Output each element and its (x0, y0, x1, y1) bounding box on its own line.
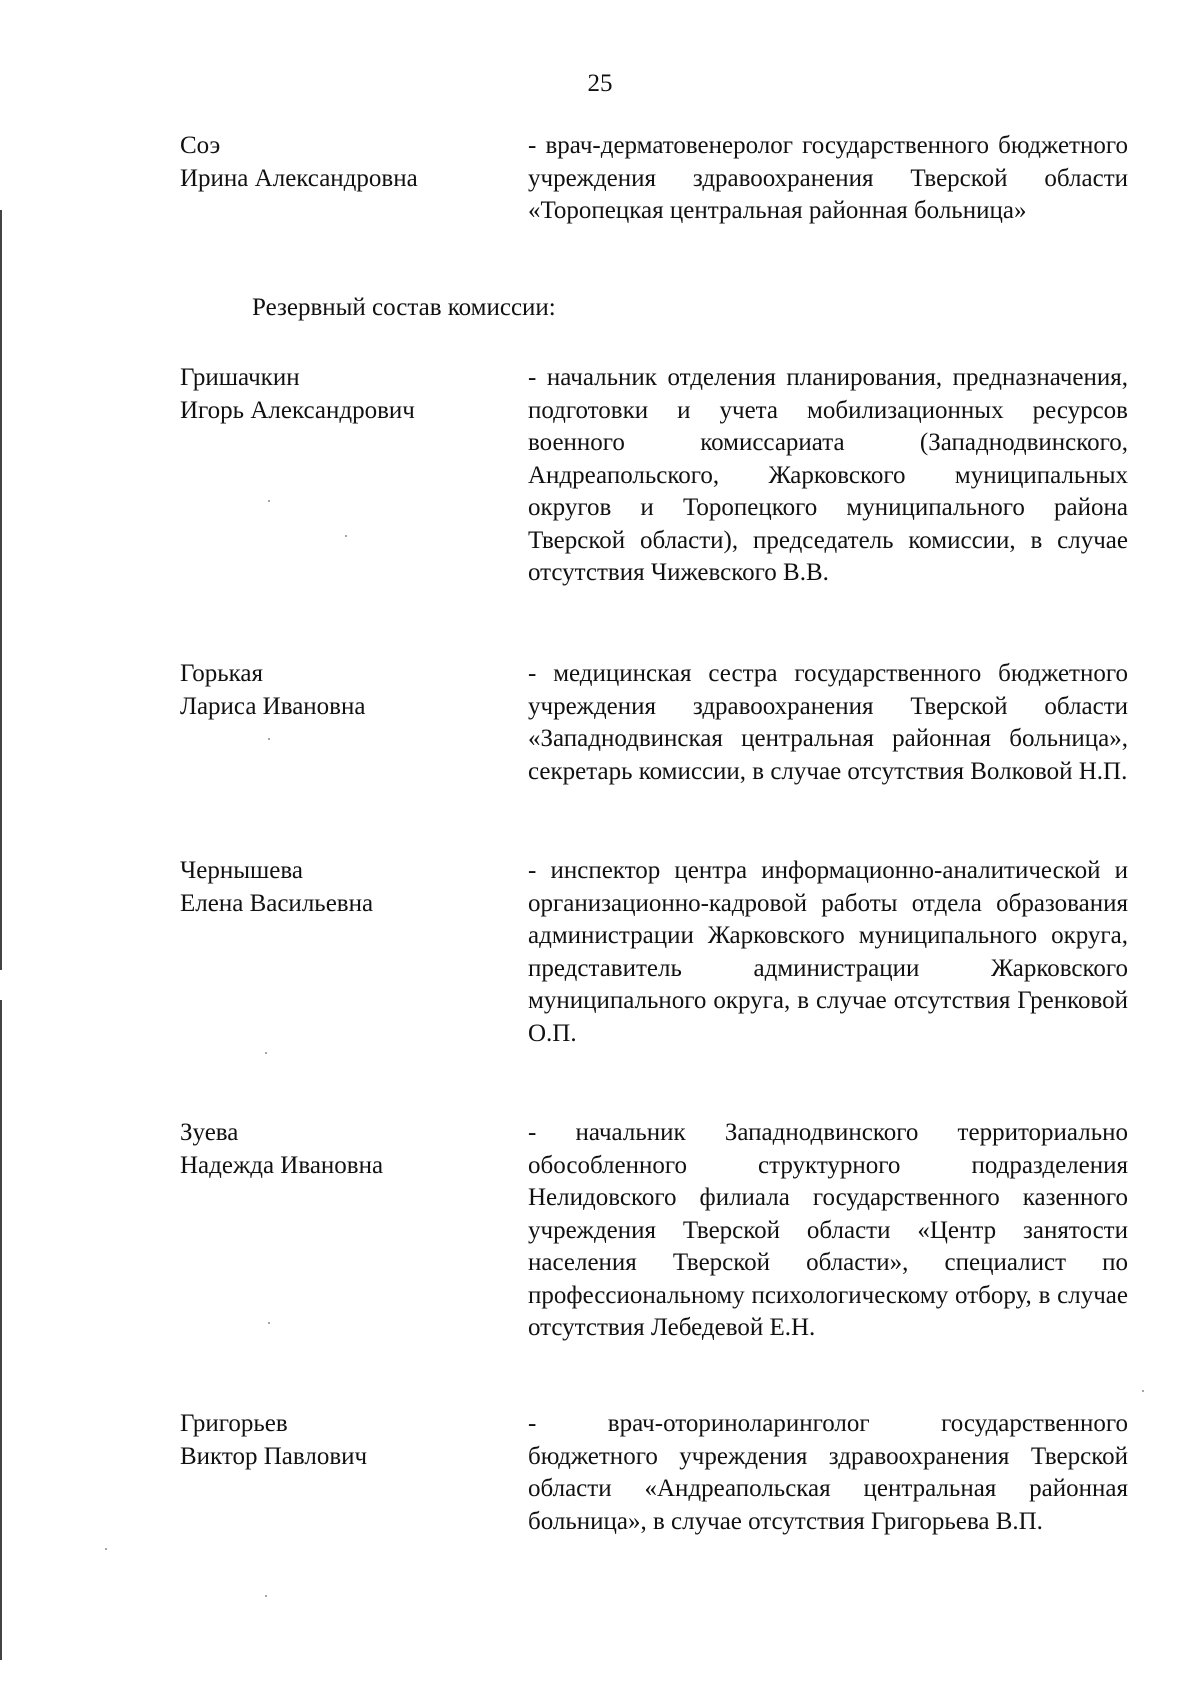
member-given-names: Ирина Александровна (180, 164, 418, 192)
member-surname: Чернышева (180, 857, 303, 884)
scan-edge-lower (0, 1000, 2, 1660)
member-role: - медицинская сестра государственного бюджетного учреждения здравоохранения Тверской области «Западнодвинская центральная районная больница», секретарь комиссии, в случае отсутствия Волковой Н.П. (528, 660, 1128, 785)
member-surname: Гришачкин (180, 364, 300, 391)
member-role: - врач-дерматовенеролог государственного бюджетного учреждения здравоохранения Тверской области «Торопецкая центральная районная больница» (528, 132, 1128, 224)
member-role: - инспектор центра информационно-аналитической и организационно-кадровой работы отдела образования администрации Жарковского муниципального округа, представитель администрации Жарковского муниципального округа, в случае отсутствия Гренковой О.П. (528, 857, 1128, 1047)
member-name (180, 658, 510, 723)
member-surname: Горькая (180, 660, 264, 687)
scan-speck (265, 1052, 267, 1054)
scan-speck (268, 1322, 270, 1324)
member-role: - врач-оториноларинголог государственного бюджетного учреждения здравоохранения Тверской области «Андреапольская центральная районная больница», в случае отсутствия Григорьева В.П. (528, 1410, 1128, 1535)
member-name (180, 362, 510, 427)
member-given-names: Игорь Александрович (180, 396, 415, 424)
page-number: 25 (587, 70, 613, 97)
member-surname: Григорьев (180, 1410, 288, 1437)
scan-speck (105, 1548, 107, 1550)
member-surname: Зуева (180, 1119, 239, 1146)
member-role: - начальник Западнодвинского территориально обособленного структурного подразделения Нелидовского филиала государственного казенного учреждения Тверской области «Центр занятости населения Тверской области», специалист по профессиональному психологическому отбору, в случае отсутствия Лебедевой Е.Н. (528, 1119, 1128, 1341)
member-given-names: Лариса Ивановна (180, 692, 366, 720)
member-given-names: Виктор Павлович (180, 1442, 368, 1470)
member-surname: Соэ (180, 132, 221, 159)
member-name (180, 1117, 510, 1182)
scan-speck (345, 535, 347, 537)
member-given-names: Надежда Ивановна (180, 1151, 384, 1179)
scan-speck (268, 738, 270, 740)
member-name (180, 130, 510, 195)
scan-speck (1142, 1390, 1144, 1392)
scan-speck (268, 500, 270, 502)
scan-speck (265, 1595, 267, 1597)
member-name (180, 1408, 510, 1473)
reserve-heading: Резервный состав комиссии: (252, 294, 556, 321)
scan-edge-upper (0, 210, 2, 970)
member-role: - начальник отделения планирования, предназначения, подготовки и учета мобилизационных ресурсов военного комиссариата (Западнодвинского, Андреапольского, Жарковского муниципальных округов и Торопецкого муниципального района Тверской области), председатель комиссии, в случае отсутствия Чижевского В.В. (528, 364, 1128, 586)
member-given-names: Елена Васильевна (180, 889, 374, 917)
member-name (180, 855, 510, 920)
